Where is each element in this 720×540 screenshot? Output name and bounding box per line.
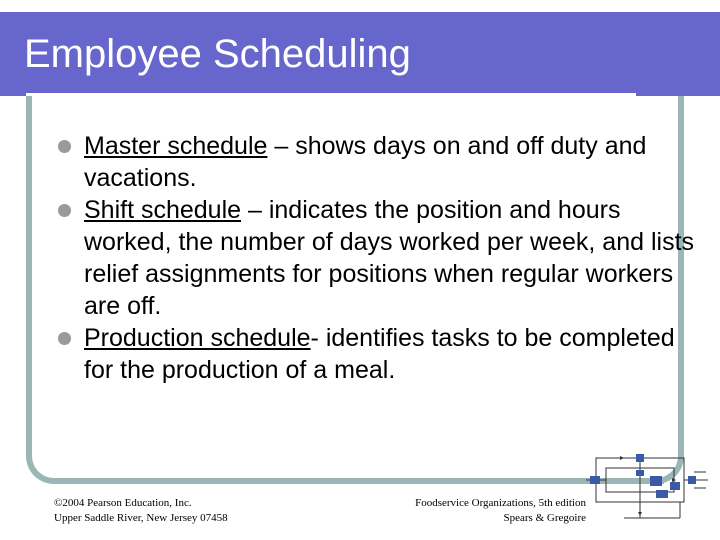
bullet-icon	[58, 332, 71, 345]
bullet-term: Production schedule	[84, 324, 311, 352]
title-underline	[26, 93, 636, 96]
bullet-text: – shows days on and off duty and vacations.	[84, 132, 647, 192]
frame-bottom-line	[54, 478, 664, 484]
slide-title: Employee Scheduling	[24, 32, 411, 76]
bullet-item	[0, 130, 700, 194]
footer-line: Foodservice Organizations, 5th edition	[415, 497, 586, 509]
flowchart-diagram-icon	[584, 452, 712, 532]
footer-copyright	[54, 496, 228, 526]
bullet-text: - identifies tasks to be completed for the production of a meal.	[84, 324, 675, 384]
bullet-term: Master schedule	[84, 132, 268, 160]
bullet-list	[0, 130, 700, 386]
bullet-item	[0, 194, 700, 322]
footer-line: ©2004 Pearson Education, Inc.	[54, 497, 192, 509]
bullet-item	[0, 322, 700, 386]
footer-book	[398, 496, 586, 526]
bullet-icon	[58, 140, 71, 153]
footer-line: Upper Saddle River, New Jersey 07458	[54, 512, 228, 524]
footer-line: Spears & Gregoire	[503, 512, 586, 524]
bullet-text: – indicates the position and hours worked, the number of days worked per week, and lists relief assignments for positions when regular workers are off.	[84, 196, 695, 320]
bullet-icon	[58, 204, 71, 217]
frame-bottom-left-corner	[26, 428, 66, 484]
bullet-term: Shift schedule	[84, 196, 242, 224]
